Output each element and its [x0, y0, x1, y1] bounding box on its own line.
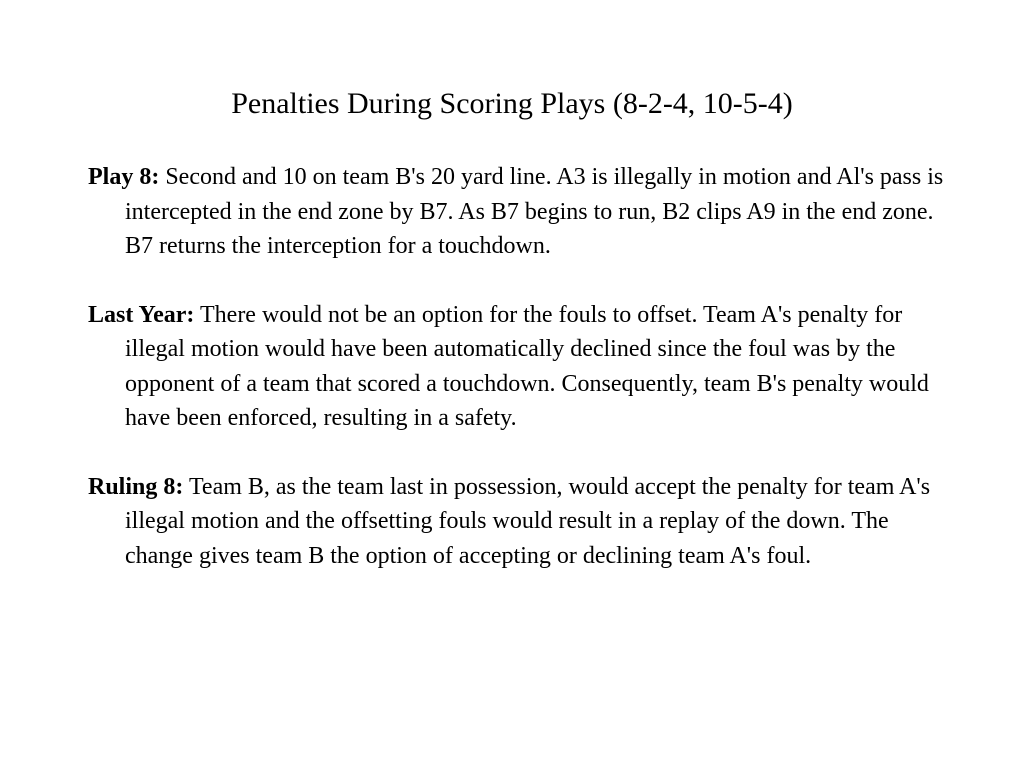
paragraph-last-year — [88, 298, 950, 436]
paragraph-play-8 — [88, 160, 950, 264]
slide-title: Penalties During Scoring Plays (8-2-4, 10-5-4) — [231, 87, 793, 120]
paragraph-label: Last Year: — [88, 301, 195, 328]
paragraph-label: Ruling 8: — [88, 473, 184, 500]
paragraph-label: Play 8: — [88, 164, 160, 190]
paragraph-text: There would not be an option for the fouls to offset. Team A's penalty for illegal motion would have been automatically declined since the foul was by the opponent of a team that scored a touchdown. Consequently, team B's penalty would have been enforced, resulting in a safety. — [125, 301, 929, 431]
paragraph-text: Second and 10 on team B's 20 yard line. A3 is illegally in motion and Al's pass is intercepted in the end zone by B7. As B7 begins to run, B2 clips A9 in the end zone. B7 returns the interception for a touchdown. — [125, 164, 944, 259]
slide-body — [88, 160, 950, 607]
paragraph-ruling-8 — [88, 470, 950, 574]
paragraph-text: Team B, as the team last in possession, would accept the penalty for team A's illegal motion and the offsetting fouls would result in a replay of the down. The change gives team B the option of accepting or declining team A's foul. — [125, 473, 931, 569]
